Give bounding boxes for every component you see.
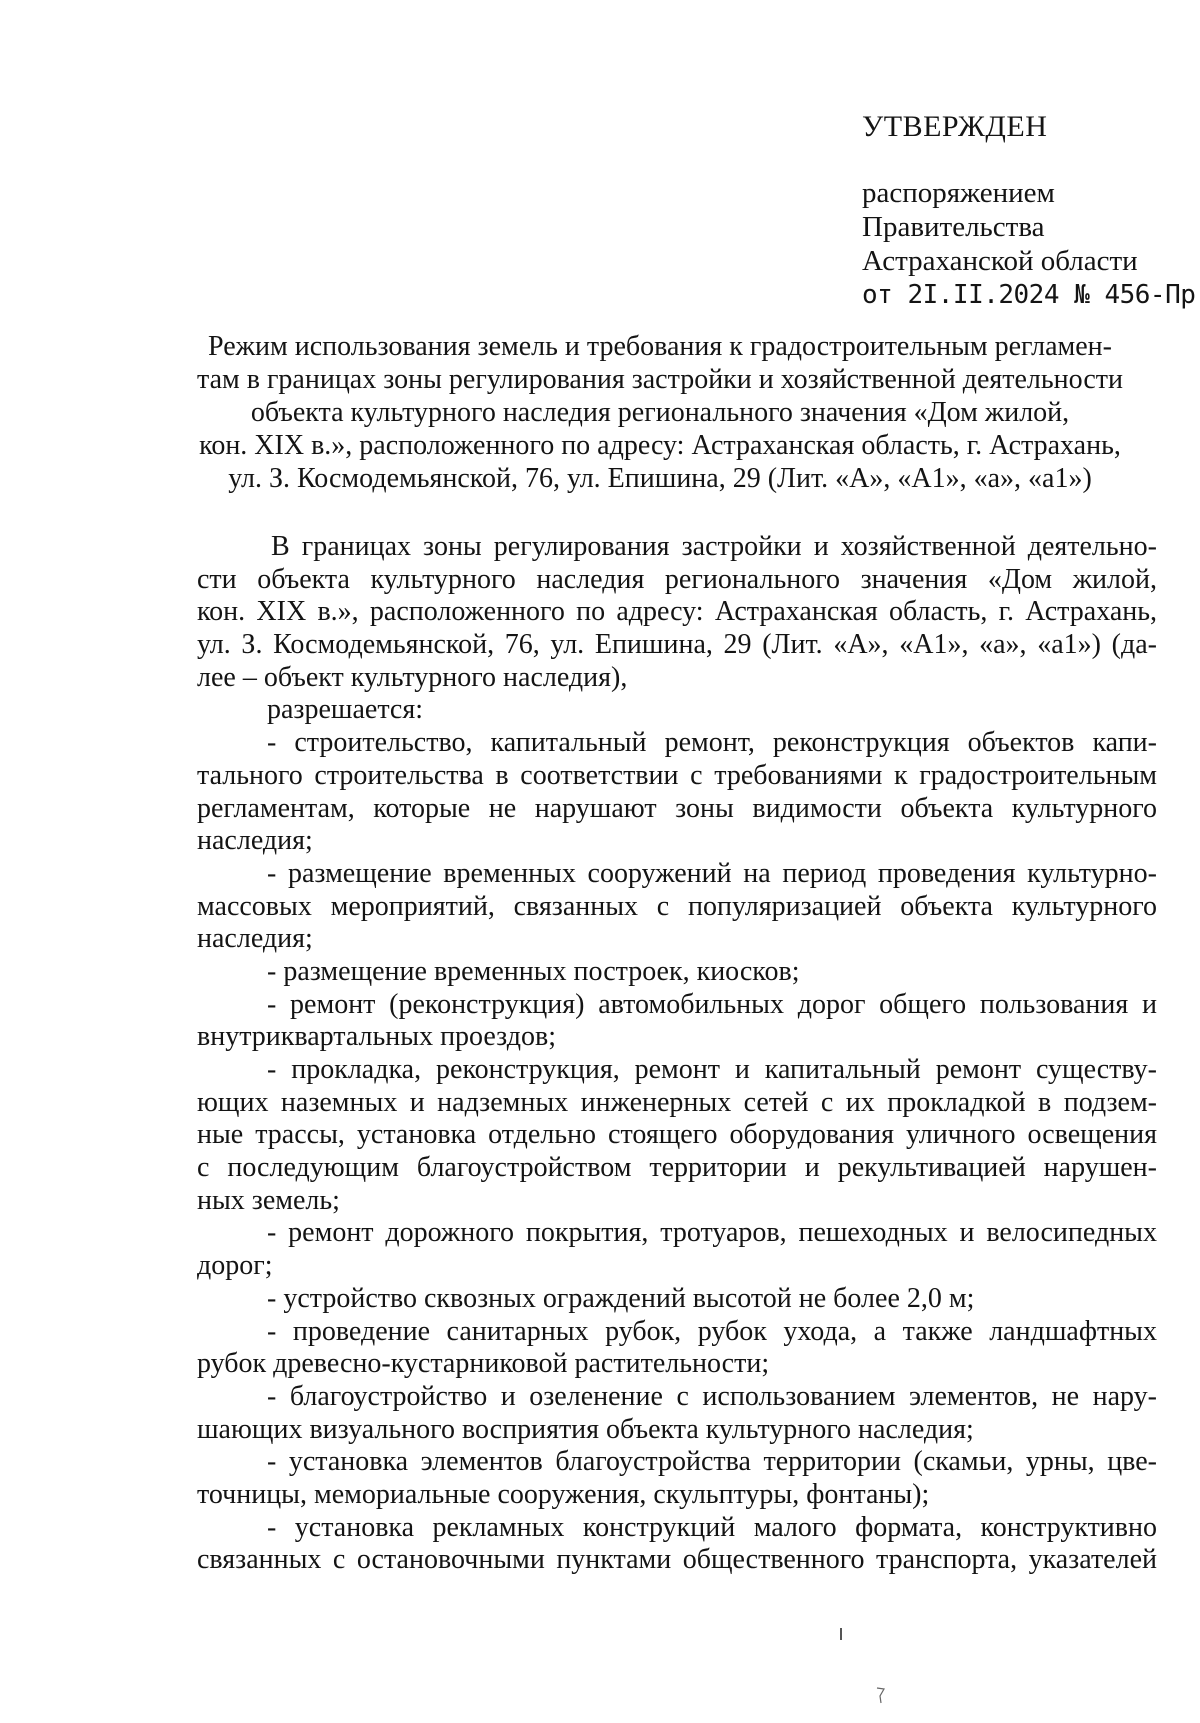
- list-item: [197, 1283, 1157, 1316]
- text-line: В границах зоны регулирования застройки и хозяйственной деятельно-: [271, 531, 1157, 562]
- title-line: объекта культурного наследия регионального значения «Дом жилой,: [250, 397, 1070, 428]
- text-line: - установка элементов благоустройства территории (скамьи, урны, цве-: [267, 1446, 1157, 1478]
- list-item: [197, 1054, 1157, 1217]
- text-line: кон. XIX в.», расположенного по адресу: Астраханская область, г. Астрахань,: [197, 596, 1157, 628]
- allowed-heading: разрешается:: [267, 694, 423, 726]
- list-item: [197, 858, 1157, 956]
- text-line: ные трассы, установка отдельно стоящего оборудования уличного освещения: [197, 1119, 1157, 1151]
- scan-mark: [840, 1628, 842, 1640]
- text-line: - устройство сквозных ограждений высотой не более 2,0 м;: [267, 1282, 975, 1314]
- text-line: ющих наземных и надземных инженерных сетей с их прокладкой в подзем-: [197, 1086, 1157, 1118]
- title-line: Режим использования земель и требования к градостроительным регламен-: [208, 331, 1112, 362]
- text-line: наследия;: [197, 923, 313, 955]
- text-line: дорог;: [197, 1250, 273, 1282]
- title-line: там в границах зоны регулирования застройки и хозяйственной деятельности: [197, 364, 1123, 395]
- text-line: лее – объект культурного наследия),: [197, 661, 628, 693]
- text-line: точницы, мемориальные сооружения, скульптуры, фонтаны);: [197, 1478, 930, 1510]
- text-line: ул. З. Космодемьянской, 76, ул. Епишина, 29 (Лит. «А», «А1», «а», «а1») (да-: [197, 629, 1157, 661]
- approval-line-order: распоряжением: [862, 177, 1055, 209]
- scan-squiggle-icon: [876, 1686, 886, 1704]
- approval-block: [862, 110, 1196, 312]
- approval-line-government: Правительства: [862, 211, 1045, 243]
- text-line: - проведение санитарных рубок, рубок ухода, а также ландшафтных: [267, 1315, 1157, 1347]
- list-item: [197, 1381, 1157, 1446]
- approval-date-number: от 2I.II.2024 № 456-Пр: [862, 280, 1196, 310]
- document-title: [180, 330, 1140, 495]
- text-line: рубок древесно-кустарниковой растительности;: [197, 1348, 770, 1380]
- text-line: - прокладка, реконструкция, ремонт и капитальный ремонт существу-: [267, 1054, 1157, 1085]
- text-line: - размещение временных сооружений на период проведения культурно-: [267, 857, 1157, 889]
- list-item: [197, 1446, 1157, 1511]
- text-line: - установка рекламных конструкций малого формата, конструктивно: [267, 1511, 1157, 1543]
- text-line: массовых мероприятий, связанных с популяризацией объекта культурного: [197, 890, 1157, 922]
- list-item: [197, 1316, 1157, 1381]
- text-line: ных земель;: [197, 1184, 340, 1216]
- text-line: - строительство, капитальный ремонт, реконструкция объектов капи-: [267, 727, 1157, 759]
- text-line: - ремонт (реконструкция) автомобильных дорог общего пользования и: [267, 988, 1157, 1020]
- approval-stamp: УТВЕРЖДЕН: [862, 110, 1048, 143]
- title-line: кон. XIX в.», расположенного по адресу: Астраханская область, г. Астрахань,: [199, 430, 1121, 461]
- text-line: тального строительства в соответствии с требованиями к градостроительным: [197, 759, 1157, 791]
- text-line: наследия;: [197, 825, 313, 857]
- text-line: сти объекта культурного наследия регионального значения «Дом жилой,: [197, 563, 1157, 595]
- list-item: [197, 727, 1157, 858]
- text-line: связанных с остановочными пунктами общественного транспорта, указателей: [197, 1544, 1157, 1576]
- list-item: [197, 989, 1157, 1054]
- text-line: - ремонт дорожного покрытия, тротуаров, пешеходных и велосипедных: [267, 1217, 1157, 1249]
- intro-paragraph: [197, 531, 1157, 694]
- approval-line-region: Астраханской области: [862, 245, 1138, 277]
- text-line: с последующим благоустройством территории и рекультивацией нарушен-: [197, 1152, 1157, 1184]
- list-item: [197, 1512, 1157, 1577]
- text-line: шающих визуального восприятия объекта культурного наследия;: [197, 1413, 974, 1445]
- text-line: внутриквартальных проездов;: [197, 1021, 556, 1053]
- title-line: ул. З. Космодемьянской, 76, ул. Епишина, 29 (Лит. «А», «А1», «а», «а1»): [228, 463, 1092, 494]
- list-item: [197, 1217, 1157, 1282]
- list-item: [197, 956, 1157, 989]
- text-line: регламентам, которые не нарушают зоны видимости объекта культурного: [197, 792, 1157, 824]
- document-body: [197, 531, 1157, 1577]
- scan-mark: [876, 1686, 886, 1704]
- text-line: - благоустройство и озеленение с использованием элементов, не нару-: [267, 1380, 1157, 1412]
- text-line: - размещение временных построек, киосков;: [267, 955, 800, 987]
